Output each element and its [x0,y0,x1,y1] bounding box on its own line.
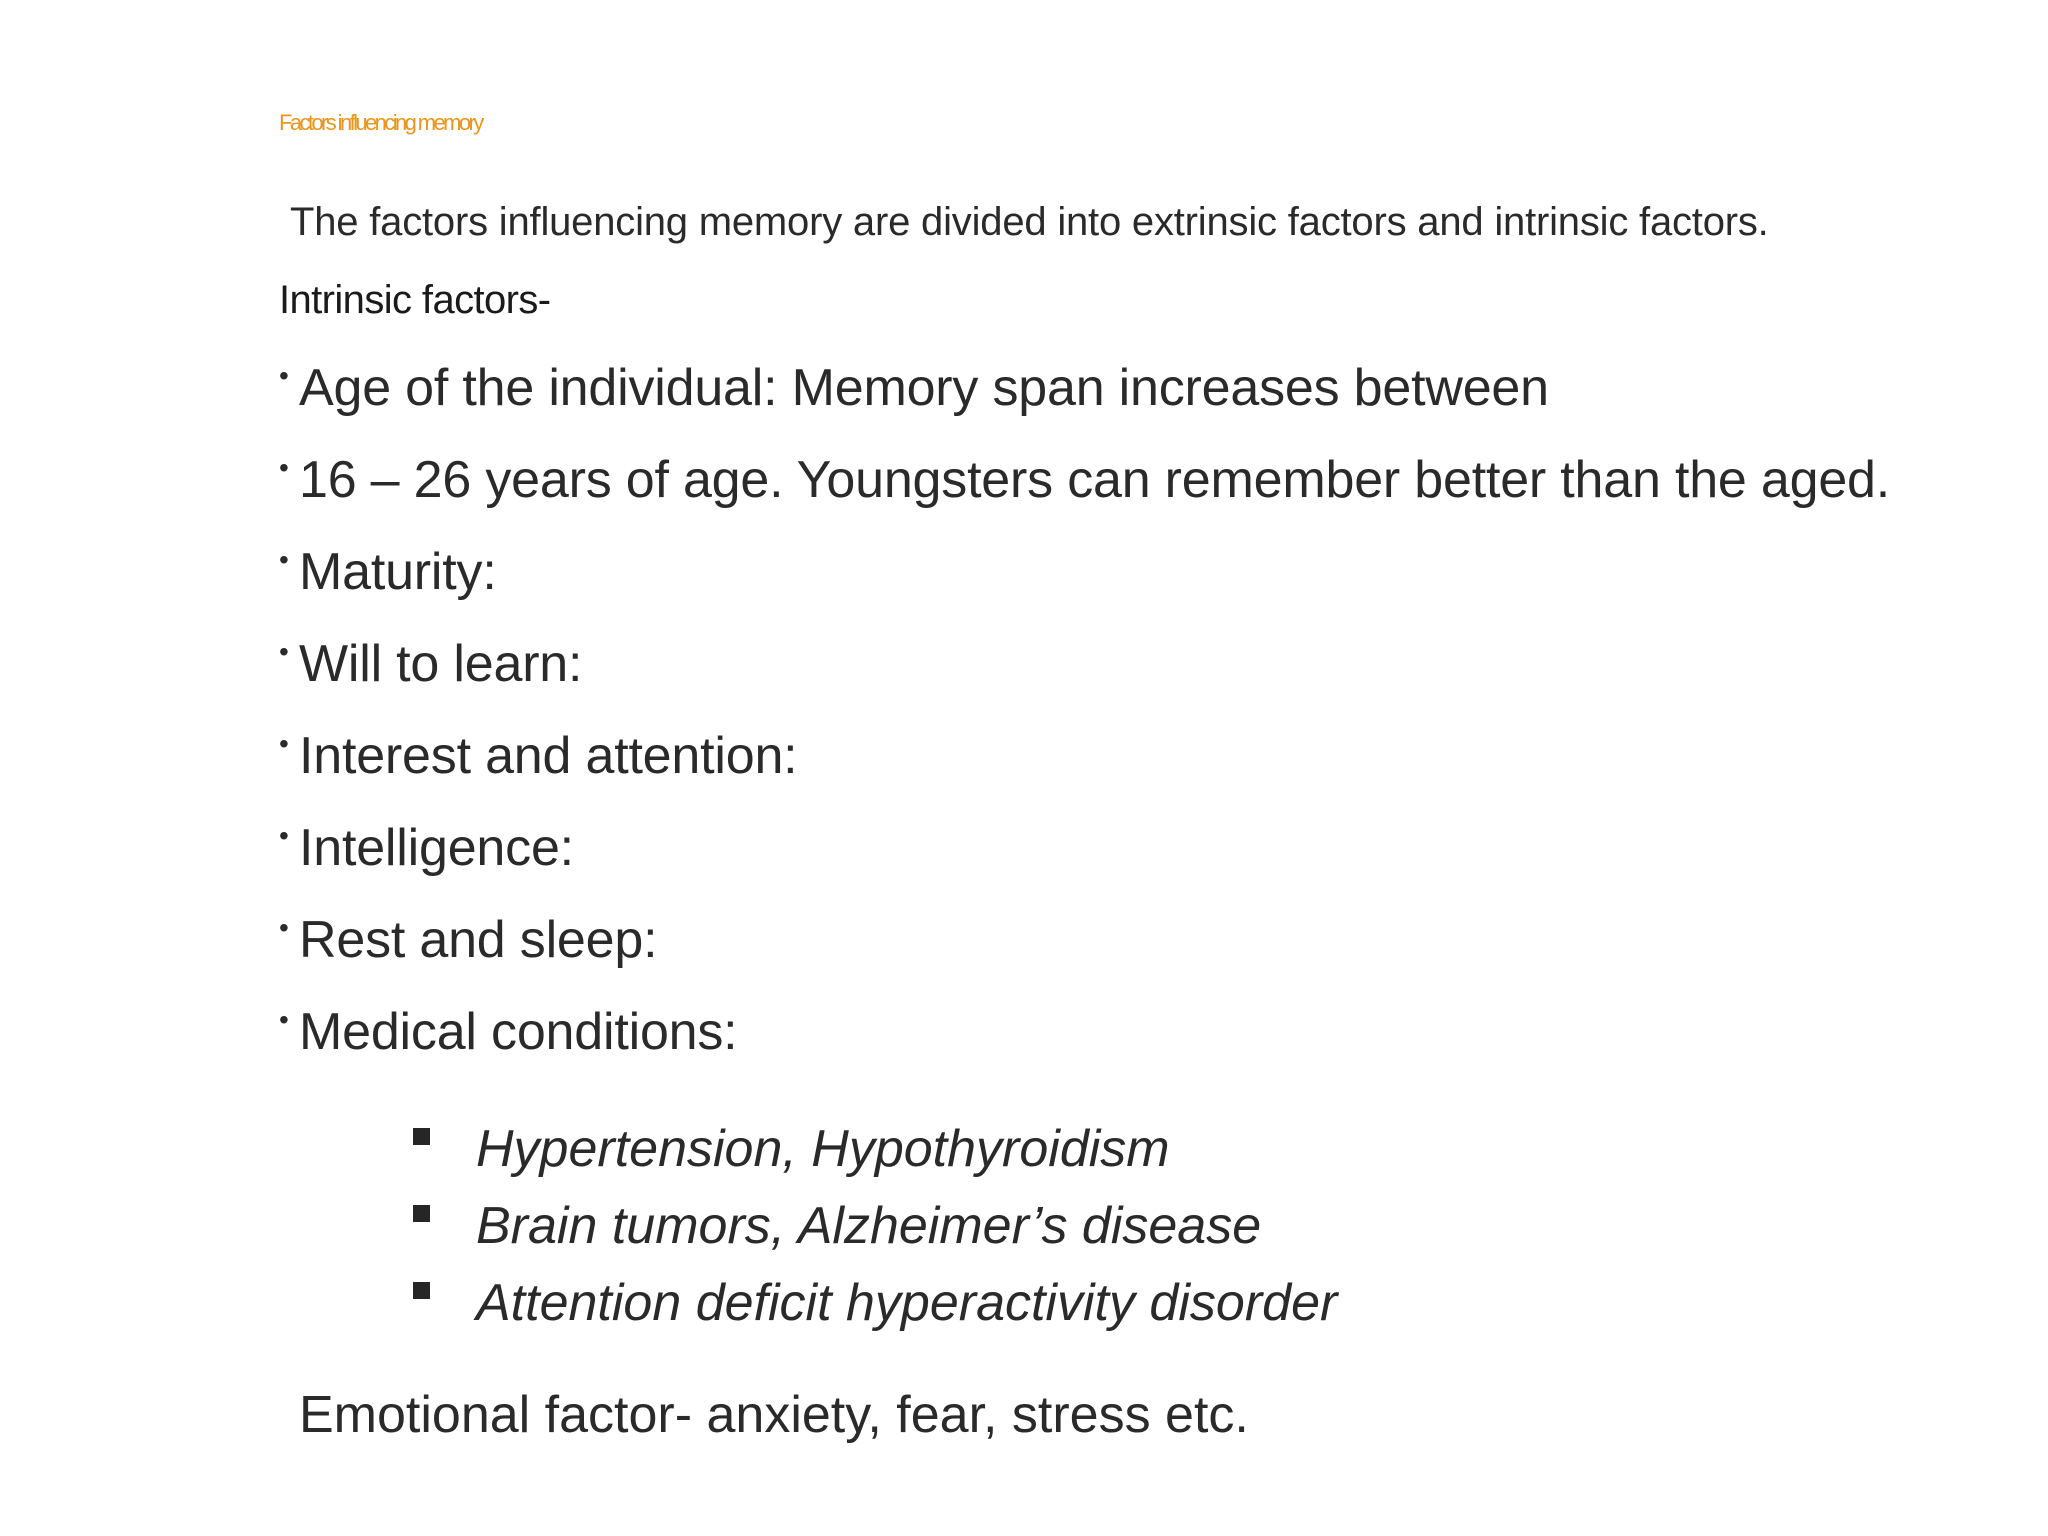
intrinsic-factors-list [279,356,1979,1092]
bullet-icon: • [279,544,289,575]
list-item [279,356,1979,420]
list-item [279,1000,1979,1064]
bullet-icon: • [279,636,289,667]
list-item [279,632,1979,696]
square-bullet-icon [413,1128,430,1145]
bullet-icon: • [279,360,289,391]
bullet-text: Medical conditions: [299,1003,738,1061]
square-bullet-icon [413,1282,430,1299]
emotional-factor-text: Emotional factor- anxiety, fear, stress etc. [299,1386,1249,1444]
intrinsic-factors-heading: Intrinsic factors- [279,278,551,322]
bullet-text: Age of the individual: Memory span increases between [299,359,1549,417]
list-item [279,1265,1337,1342]
bullet-text: Intelligence: [299,819,574,877]
square-bullet-icon [413,1205,430,1222]
sub-bullet-text: Brain tumors, Alzheimer’s disease [476,1197,1262,1255]
bullet-text: 16 – 26 years of age. Youngsters can remember better than the aged. [299,451,1891,509]
medical-conditions-list [279,1111,1337,1342]
sub-bullet-text: Hypertension, Hypothyroidism [476,1120,1170,1178]
bullet-text: Interest and attention: [299,727,798,785]
bullet-icon: • [279,820,289,851]
list-item [279,448,1979,512]
bullet-text: Maturity: [299,543,497,601]
slide-title: Factors influencing memory [279,110,482,135]
bullet-icon: • [279,728,289,759]
bullet-text: Will to learn: [299,635,583,693]
sub-bullet-text: Attention deficit hyperactivity disorder [476,1274,1338,1332]
intro-text: The factors influencing memory are divided into extrinsic factors and intrinsic factors. [290,200,1769,244]
bullet-icon: • [279,452,289,483]
list-item [279,816,1979,880]
list-item [279,1188,1337,1265]
bullet-icon: • [279,1004,289,1035]
bullet-icon: • [279,912,289,943]
bullet-text: Rest and sleep: [299,911,658,969]
list-item [279,1111,1337,1188]
list-item [279,540,1979,604]
list-item [279,908,1979,972]
list-item [279,724,1979,788]
